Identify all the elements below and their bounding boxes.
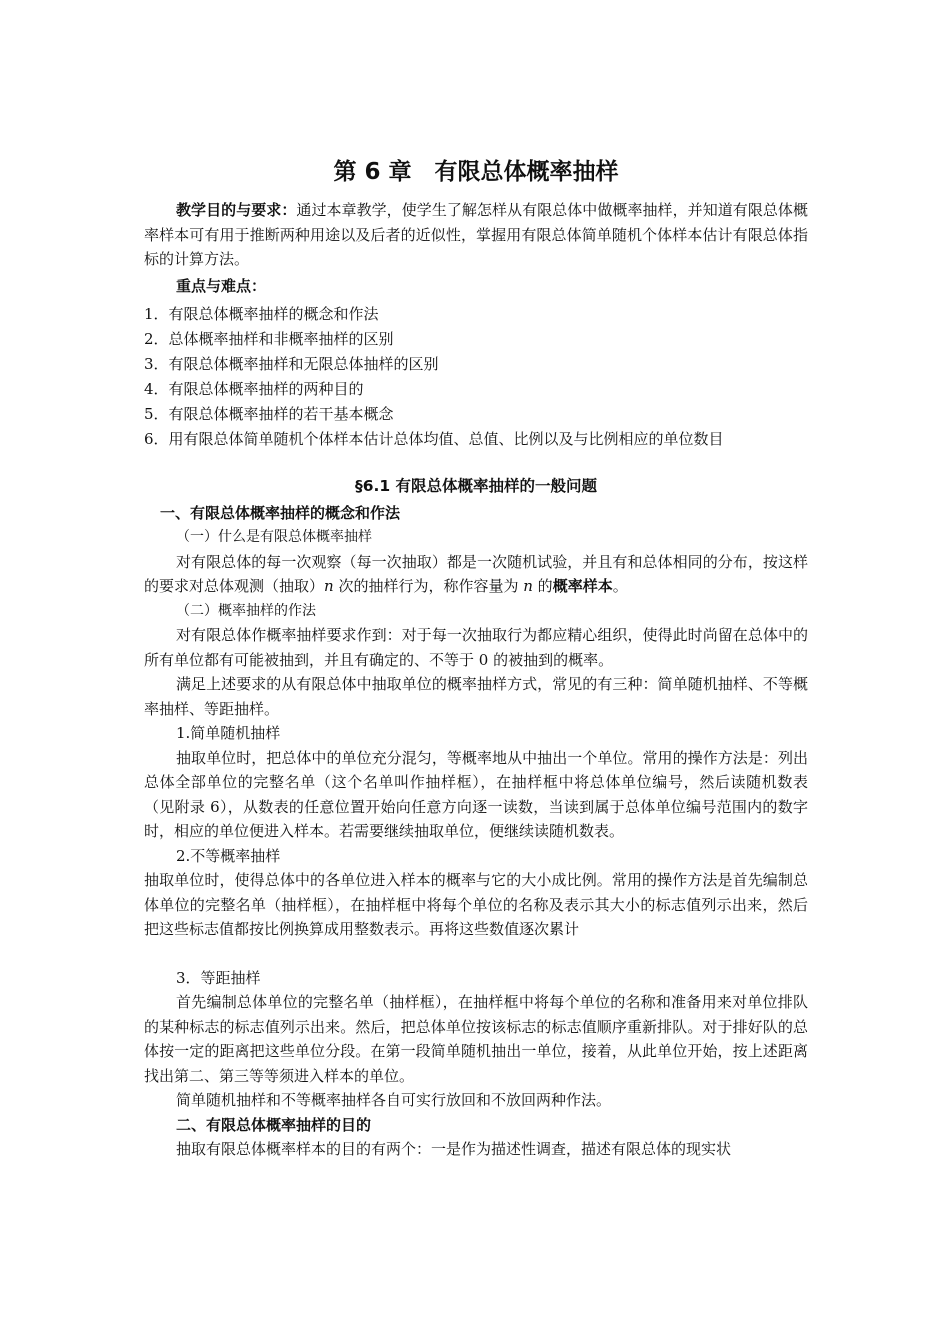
method3-title: 3．等距抽样 bbox=[176, 968, 261, 987]
part1-heading: 一、有限总体概率抽样的概念和作法 bbox=[160, 503, 401, 522]
list-item: 2．总体概率抽样和非概率抽样的区别 bbox=[144, 330, 394, 348]
definition-text-2: 次的抽样行为，称作容量为 bbox=[333, 577, 524, 595]
part2-heading: 二、有限总体概率抽样的目的 bbox=[176, 1115, 372, 1134]
variable-n-1: n bbox=[324, 577, 334, 595]
methods-paragraph: 满足上述要求的从有限总体中抽取单位的概率抽样方式，常见的有三种：简单随机抽样、不等概率抽样、等距抽样。 bbox=[144, 675, 808, 718]
term-probability-sample: 概率样本 bbox=[552, 577, 613, 595]
objectives-paragraph bbox=[144, 198, 808, 272]
definition-text-3: 的 bbox=[532, 577, 553, 595]
list-item: 1．有限总体概率抽样的概念和作法 bbox=[144, 305, 379, 323]
definition-paragraph bbox=[144, 550, 808, 599]
method1-paragraph: 抽取单位时，把总体中的单位充分混匀，等概率地从中抽出一个单位。常用的操作方法是：列出总体全部单位的完整名单（这个名单叫作抽样框），在抽样框中将总体单位编号，然后读随机数表（见附录 6），从数表的任意位置开始向任意方向逐一读数，当读到属于总体单位编号范围内的数字时，相应的单位便进入样本。若需要继续抽取单位，便继续读随机数表。 bbox=[144, 748, 808, 840]
method3-paragraph: 首先编制总体单位的完整名单（抽样框），在抽样框中将每个单位的名称和准备用来对单位排队的某种标志的标志值列示出来。然后，把总体单位按该标志的标志值顺序重新排队。对于排好队的总体按一定的距离把这些单位分段。在第一段简单随机抽出一单位，接着，从此单位开始，按上述距离找出第二、第三等等须进入样本的单位。 bbox=[144, 993, 808, 1085]
document-page bbox=[144, 150, 808, 1162]
requirements-paragraph: 对有限总体作概率抽样要求作到：对于每一次抽取行为都应精心组织，使得此时尚留在总体中的所有单位都有可能被抽到，并且有确定的、不等于 0 的被抽到的概率。 bbox=[144, 626, 808, 669]
method2-paragraph: 抽取单位时，使得总体中的各单位进入样本的概率与它的大小成比例。常用的操作方法是首先编制总体单位的完整名单（抽样框），在抽样框中将每个单位的名称及表示其大小的标志值列示出来，然后把这些标志值都按比例换算成用整数表示。再将这些数值逐次累计 bbox=[144, 871, 808, 938]
list-item: 4．有限总体概率抽样的两种目的 bbox=[144, 380, 364, 398]
objectives-text: 通过本章教学，使学生了解怎样从有限总体中做概率抽样，并知道有限总体概率样本可有用于推断两种用途以及后者的近似性，掌握用有限总体简单随机个体样本估计有限总体指标的计算方法。 bbox=[144, 201, 808, 268]
section-title: §6.1 有限总体概率抽样的一般问题 bbox=[354, 477, 598, 495]
method1-title: 1.简单随机抽样 bbox=[176, 724, 281, 742]
definition-text-1: 对有限总体的每一次观察（每一次抽取）都是一次随机试验，并且有和总体相同的分布，按这样的要求对总体观测（抽取） bbox=[144, 552, 808, 595]
chapter-title: 第 6 章 有限总体概率抽样 bbox=[333, 159, 619, 185]
subsection-b-heading: （二）概率抽样的作法 bbox=[176, 602, 316, 619]
list-item: 5．有限总体概率抽样的若干基本概念 bbox=[144, 405, 394, 423]
definition-text-4: 。 bbox=[612, 577, 628, 595]
spacer bbox=[144, 942, 808, 966]
variable-n-2: n bbox=[523, 577, 533, 595]
key-points-label: 重点与难点： bbox=[176, 276, 267, 295]
closing-paragraph: 简单随机抽样和不等概率抽样各自可实行放回和不放回两种作法。 bbox=[176, 1091, 612, 1109]
objectives-label: 教学目的与要求： bbox=[176, 201, 297, 219]
purpose-paragraph: 抽取有限总体概率样本的目的有两个：一是作为描述性调查，描述有限总体的现实状 bbox=[176, 1140, 732, 1158]
list-item: 6．用有限总体简单随机个体样本估计总体均值、总值、比例以及与比例相应的单位数目 bbox=[144, 430, 724, 448]
subsection-a-heading: （一）什么是有限总体概率抽样 bbox=[176, 529, 372, 545]
method2-title: 2.不等概率抽样 bbox=[176, 846, 281, 865]
list-item: 3．有限总体概率抽样和无限总体抽样的区别 bbox=[144, 355, 439, 373]
key-points-list bbox=[144, 302, 808, 452]
